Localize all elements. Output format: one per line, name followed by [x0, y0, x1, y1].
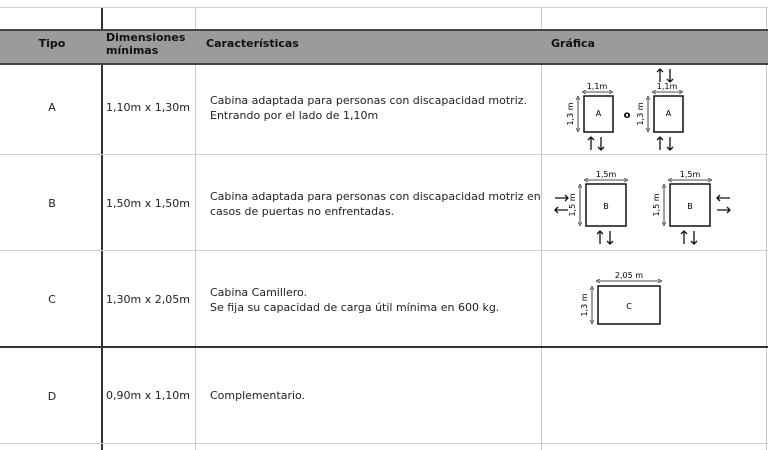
row-a-dimensiones: 1,10m x 1,30m [106, 101, 190, 114]
arrow-down-icon [607, 231, 613, 244]
row-b-caracteristicas-line1: Cabina adaptada para personas con discapacidad motriz en [210, 190, 541, 203]
row-a-cabin-label-1: A [595, 109, 602, 118]
arrow-right-icon [555, 195, 568, 201]
row-a-width-label-2: 1,1m [656, 82, 678, 91]
column-divider-1 [101, 7, 103, 450]
row-a-separator: o [623, 110, 631, 121]
arrow-up-icon [657, 69, 663, 82]
row-b-height-label-1: 1,5 m [568, 193, 577, 217]
row-divider-3 [0, 346, 768, 348]
row-b-cabin-label-1: B [603, 202, 609, 211]
row-b-height-label-2: 1,5 m [652, 193, 661, 217]
column-divider-4 [766, 7, 767, 450]
header-grafica: Gráfica [551, 37, 595, 50]
row-a-tipo: A [48, 101, 56, 114]
row-d-caracteristicas-line1: Complementario. [210, 389, 306, 402]
header-dimensiones: Dimensiones mínimas [106, 31, 186, 57]
row-a-caracteristicas-line1: Cabina adaptada para personas con discapacidad motriz. [210, 94, 527, 107]
arrow-down-icon [667, 137, 673, 150]
header-caracteristicas: Características [206, 37, 299, 50]
row-b-tipo: B [48, 197, 56, 210]
row-a-graphic [560, 66, 700, 156]
row-c-cabin-label: C [626, 302, 632, 311]
arrow-left-icon [717, 195, 730, 201]
row-b-dimensiones: 1,50m x 1,50m [106, 197, 190, 210]
column-divider-2 [195, 7, 196, 450]
row-b-graphic [550, 166, 740, 252]
row-c-caracteristicas-line2: Se fija su capacidad de carga útil mínima en 600 kg. [210, 301, 500, 314]
row-a-width-label-1: 1,1m [586, 82, 608, 91]
row-c-width-label: 2,05 m [614, 271, 644, 280]
row-c-height-label: 1,3 m [580, 293, 589, 317]
arrow-down-icon [667, 69, 673, 82]
bottom-border [0, 443, 768, 444]
arrow-up-icon [588, 137, 594, 150]
row-d-tipo: D [47, 390, 57, 403]
row-a-height-label-1: 1,3 m [566, 102, 575, 126]
header-tipo: Tipo [38, 37, 66, 50]
row-c-caracteristicas-line1: Cabina Camillero. [210, 286, 308, 299]
row-a-height-label-2: 1,3 m [636, 102, 645, 126]
row-b-width-label-2: 1,5m [679, 170, 701, 179]
column-divider-3 [541, 7, 542, 450]
row-a-caracteristicas-line2: Entrando por el lado de 1,10m [210, 109, 379, 122]
arrow-right-icon [717, 207, 730, 213]
arrow-up-icon [657, 137, 663, 150]
row-b-cabin-label-2: B [687, 202, 693, 211]
top-border [0, 7, 768, 8]
row-c-tipo: C [48, 293, 56, 306]
row-a-cabin-label-2: A [665, 109, 672, 118]
arrow-left-icon [555, 207, 568, 213]
row-d-dimensiones: 0,90m x 1,10m [106, 389, 190, 402]
arrow-up-icon [597, 231, 603, 244]
row-c-dimensiones: 1,30m x 2,05m [106, 293, 190, 306]
row-b-caracteristicas-line2: casos de puertas no enfrentadas. [210, 205, 395, 218]
row-b-width-label-1: 1,5m [595, 170, 617, 179]
row-c-graphic [580, 266, 680, 334]
arrow-up-icon [681, 231, 687, 244]
arrow-down-icon [691, 231, 697, 244]
arrow-down-icon [598, 137, 604, 150]
